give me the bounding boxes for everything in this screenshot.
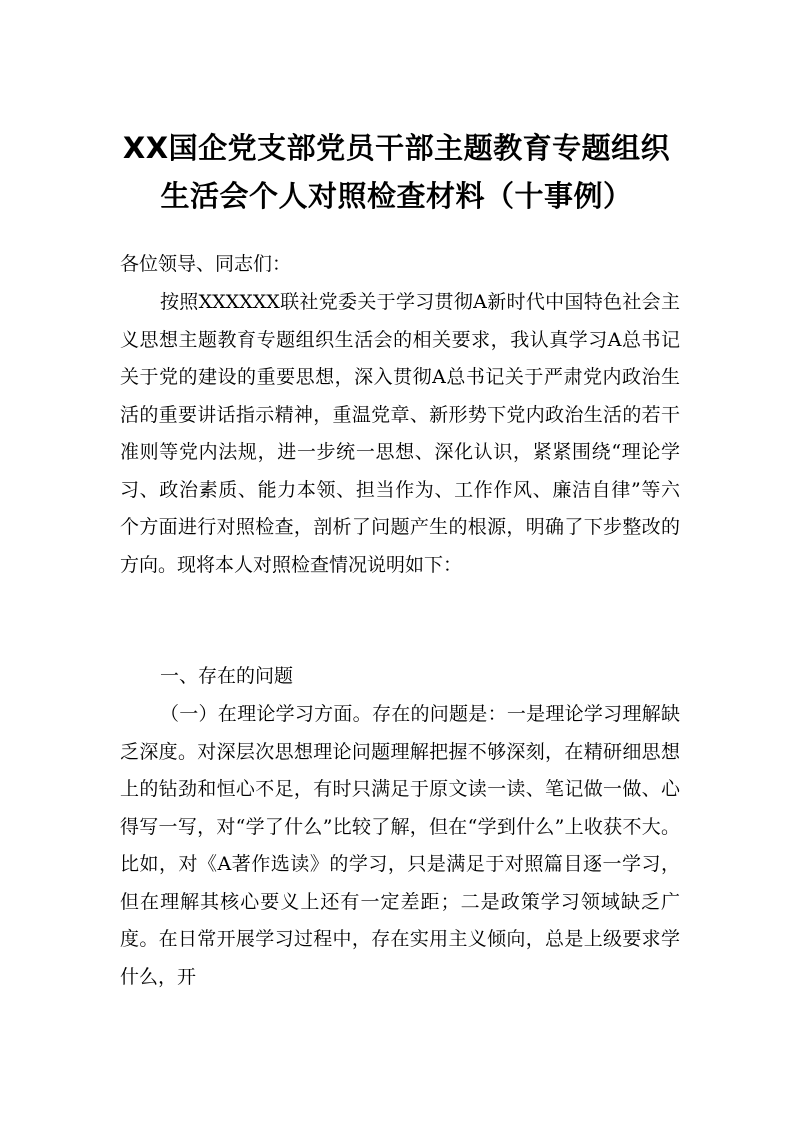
theory-study-paragraph xyxy=(120,696,680,996)
theory-study-paragraph-text: （一）在理论学习方面。存在的问题是：一是理论学习理解缺乏深度。对深层次思想理论问题理解把握不够深刻，在精研细思想上的钻劲和恒心不足，有时只满足于原文读一读、笔记做一做、心得写一写，对“学了什么”比较了解，但在“学到什么”上收获不大。比如，对《A著作选读》的学习，只是满足于对照篇目逐一学习，但在理解其核心要义上还有一定差距；二是政策学习领域缺乏广度。在日常开展学习过程中，存在实用主义倾向，总是上级要求学什么，开 xyxy=(120,703,680,988)
salutation-text: 各位领导、同志们： xyxy=(120,253,292,275)
document-title-line-2: 生活会个人对照检查材料（十事例） xyxy=(160,179,633,213)
document-title-line-1: XX国企党支部党员干部主题教育专题组织 xyxy=(122,131,671,165)
intro-paragraph xyxy=(120,284,680,584)
section-heading-text: 一、存在的问题 xyxy=(160,665,294,687)
intro-paragraph-text: 按照XXXXXX联社党委关于学习贯彻A新时代中国特色社会主义思想主题教育专题组织生活会的相关要求，我认真学习A总书记关于党的建设的重要思想，深入贯彻A总书记关于严肃党内政治生活的重要讲话指示精神，重温党章、新形势下党内政治生活的若干准则等党内法规，进一步统一思想、深化认识，紧紧围绕“理论学习、政治素质、能力本领、担当作为、工作作风、廉洁自律”等六个方面进行对照检查，剖析了问题产生的根源，明确了下步整改的方向。现将本人对照检查情况说明如下： xyxy=(120,291,680,576)
section-heading xyxy=(120,658,680,696)
salutation xyxy=(120,246,680,284)
